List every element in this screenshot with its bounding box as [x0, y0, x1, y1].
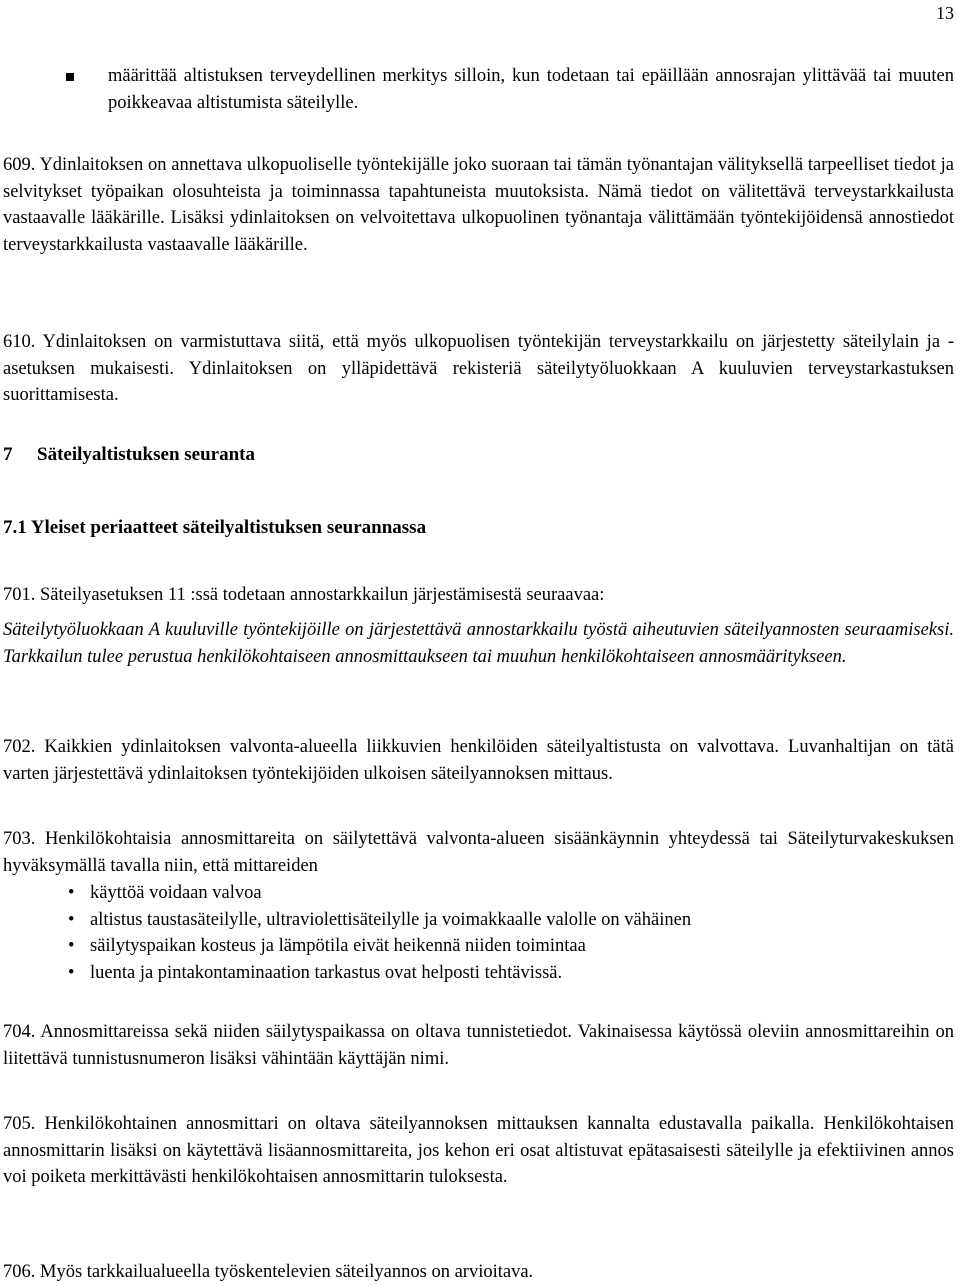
section-heading — [3, 442, 255, 469]
paragraph-610: 610. Ydinlaitoksen on varmistuttava siitä, että myös ulkopuolisen työntekijän terveystarkkailu on järjestetty säteilylain ja -asetuksen mukaisesti. Ydinlaitoksen on ylläpidettävä rekisteriä säteilytyöluokkaan A kuuluvien terveystarkastuksen suorittamisesta. — [3, 332, 954, 405]
list-item — [68, 907, 691, 934]
section-number: 7 — [3, 444, 13, 465]
list-item — [68, 933, 691, 960]
square-bullet-icon — [66, 73, 74, 81]
list-item-text: luenta ja pintakontaminaation tarkastus ovat helposti tehtävissä. — [90, 962, 563, 983]
paragraph-704: 704. Annosmittareissa sekä niiden säilytyspaikassa on oltava tunnistetiedot. Vakinaisessa käytössä oleviin annosmittareihin on liitettävä tunnistusnumeron lisäksi vähintään käyttäjän nimi. — [3, 1022, 954, 1069]
paragraph-609: 609. Ydinlaitoksen on annettava ulkopuoliselle työntekijälle joko suoraan tai tämän työnantajan välityksellä tarpeelliset tiedot ja selvitykset työpaikan olosuhteista ja toiminnassa tapahtuneista muutoksista. Nämä tiedot on välitettävä terveystarkkailusta vastaavalle lääkärille. Lisäksi ydinlaitoksen on velvoitettava ulkopuolinen työnantaja välittämään työntekijöidensä annostiedot terveystarkkailusta vastaavalle lääkärille. — [3, 155, 954, 255]
quote-block: Säteilytyöluokkaan A kuuluville työntekijöille on järjestettävä annostarkkailu työstä aiheutuvien säteilyannosten seuraamiseksi. Tarkkailun tulee perustua henkilökohtaiseen annosmittaukseen tai muuhun henkilökohtaiseen annosmääritykseen. — [3, 620, 954, 667]
page-number: 13 — [936, 3, 954, 23]
bullet-icon: • — [68, 909, 75, 930]
paragraph-701: 701. Säteilyasetuksen 11 :ssä todetaan annostarkkailun järjestämisestä seuraavaa: — [3, 585, 605, 605]
bullet-text: määrittää altistuksen terveydellinen merkitys silloin, kun todetaan tai epäillään annosrajan ylittävää tai muuten poikkeavaa altistumista säteilylle. — [108, 66, 954, 113]
list-item-text: käyttöä voidaan valvoa — [90, 883, 262, 903]
bullet-icon: • — [68, 936, 75, 956]
bullet-list — [68, 880, 691, 986]
subsection-heading: 7.1 Yleiset periaatteet säteilyaltistuksen seurannassa — [3, 517, 427, 538]
paragraph-703: 703. Henkilökohtaisia annosmittareita on säilytettävä valvonta-alueen sisäänkäynnin yhteydessä tai Säteilyturvakeskuksen hyväksymällä tavalla niin, että mittareiden — [3, 829, 954, 876]
bullet-icon: • — [68, 883, 75, 903]
list-item-text: säilytyspaikan kosteus ja lämpötila eivät heikennä niiden toimintaa — [90, 936, 586, 956]
list-item — [68, 960, 691, 987]
paragraph-705: 705. Henkilökohtainen annosmittari on oltava säteilyannoksen mittauksen kannalta edustavalla paikalla. Henkilökohtaisen annosmittarin lisäksi on käytettävä lisäannosmittareita, jos kehon eri osat altistuvat epätasaisesti säteilylle ja efektiivinen annos voi poiketa merkittävästi henkilökohtaisen annosmittarin tuloksesta. — [3, 1114, 954, 1187]
section-title: Säteilyaltistuksen seuranta — [37, 444, 255, 465]
paragraph-702: 702. Kaikkien ydinlaitoksen valvonta-alueella liikkuvien henkilöiden säteilyaltistusta on valvottava. Luvanhaltijan on tätä varten järjestettävä ydinlaitoksen työntekijöiden ulkoisen säteilyannoksen mittaus. — [3, 737, 954, 784]
list-item-text: altistus taustasäteilylle, ultraviolettisäteilylle ja voimakkaalle valolle on vähäinen — [90, 909, 692, 930]
bullet-icon: • — [68, 962, 75, 983]
paragraph-706: 706. Myös tarkkailualueella työskentelevien säteilyannos on arvioitava. — [3, 1262, 534, 1282]
list-item — [68, 880, 691, 907]
